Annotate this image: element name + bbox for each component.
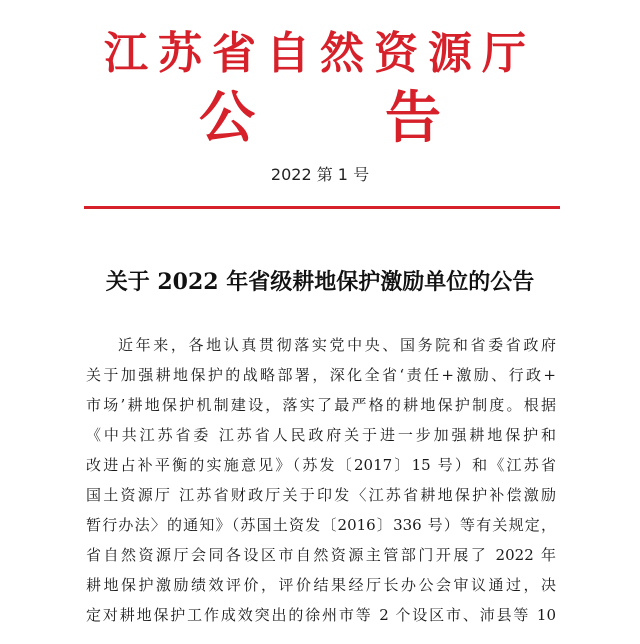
body-text (86, 330, 556, 630)
body-line: 《中共江苏省委 江苏省人民政府关于进一步加强耕地保护和 (86, 426, 556, 444)
body-line: 暂行办法〉的通知》（苏国土资发〔2016〕336 号）等有关规定， (86, 516, 556, 534)
body-line: 市场’耕地保护机制建设，落实了最严格的耕地保护制度。根据 (86, 396, 556, 414)
document-number: 2022 第 1 号 (270, 165, 370, 184)
body-line: 耕地保护激励绩效评价，评价结果经厅长办公会审议通过，决 (86, 576, 556, 594)
notice-char-right: 告 (385, 85, 441, 151)
body-line: 近年来，各地认真贯彻落实党中央、国务院和省委省政府 (118, 336, 556, 354)
notice-char-left: 公 (199, 85, 255, 151)
red-divider-rule (84, 206, 560, 209)
body-line: 关于加强耕地保护的战略部署，深化全省‘责任+激励、行政+ (86, 366, 556, 384)
document-title: 关于 2022 年省级耕地保护激励单位的公告 (105, 269, 535, 295)
body-line: 省自然资源厅会同各设区市自然资源主管部门开展了 2022 年 (86, 546, 556, 564)
body-line: 国土资源厅 江苏省财政厅关于印发〈江苏省耕地保护补偿激励 (86, 486, 556, 504)
notice-heading (0, 84, 640, 152)
organization-title: 江苏省自然资源厅 (104, 28, 536, 79)
body-line: 定对耕地保护工作成效突出的徐州市等 2 个设区市、沛县等 10 (86, 606, 556, 624)
body-line: 改进占补平衡的实施意见》（苏发〔2017〕15 号）和《江苏省 (86, 456, 556, 474)
